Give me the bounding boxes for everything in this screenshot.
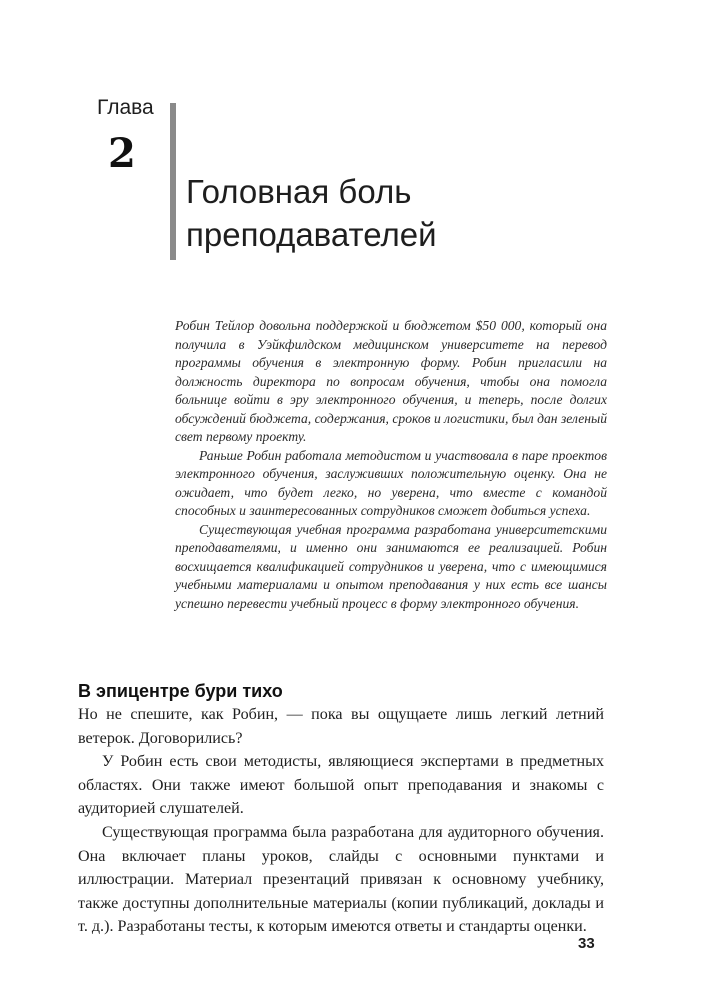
chapter-label: Глава [97,96,154,119]
body-paragraph: Существующая программа была разработана для аудиторного обучения. Она включает планы уроков, слайды с основными пунктами и иллюстрации. Материал презентаций привязан к основному учебнику, также доступны дополнительные материалы (копии публикаций, доклады и т. д.). Разработаны тесты, к которым имеются ответы и стандарты оценки. [78,823,604,936]
chapter-divider-bar [170,103,176,260]
section-heading: В эпицентре бури тихо [78,681,283,701]
chapter-epigraph [175,317,607,613]
body-paragraph: У Робин есть свои методисты, являющиеся экспертами в предметных областях. Они также имеют большой опыт преподавания и знакомы с аудиторией слушателей. [78,753,604,818]
chapter-number: 2 [108,130,136,177]
page-number: 33 [578,935,595,952]
chapter-title-line: преподавателей [186,216,437,253]
body-text [78,703,604,939]
body-paragraph: Но не спешите, как Робин, — пока вы ощущаете лишь легкий летний ветерок. Договорились? [78,706,604,747]
epigraph-paragraph: Робин Тейлор довольна поддержкой и бюджетом $50 000, который она получила в Уэйкфилдском медицинском университете на перевод программы обучения в электронную форму. Робин пригласили на должность директора по вопросам обучения, чтобы она помогла больнице войти в эру электронного обучения, и теперь, после долгих обсуждений бюджета, содержания, сроков и логистики, был дан зеленый свет первому проекту. [175,318,607,444]
epigraph-paragraph: Существующая учебная программа разработана университетскими преподавателями, и именно они занимаются ее реализацией. Робин восхищается квалификацией сотрудников и уверена, что с имеющимися учебными материалами и опытом преподавания у них есть все шансы успешно перевести учебный процесс в форму электронного обучения. [175,521,607,611]
chapter-title-line: Головная боль [186,173,412,210]
chapter-title [186,170,437,256]
epigraph-paragraph: Раньше Робин работала методистом и участвовала в паре проектов электронного обучения, заслуживших положительную оценку. Она не ожидает, что будет легко, но уверена, что вместе с командой способных и заинтересованных сотрудников сможет добиться успеха. [175,447,607,518]
